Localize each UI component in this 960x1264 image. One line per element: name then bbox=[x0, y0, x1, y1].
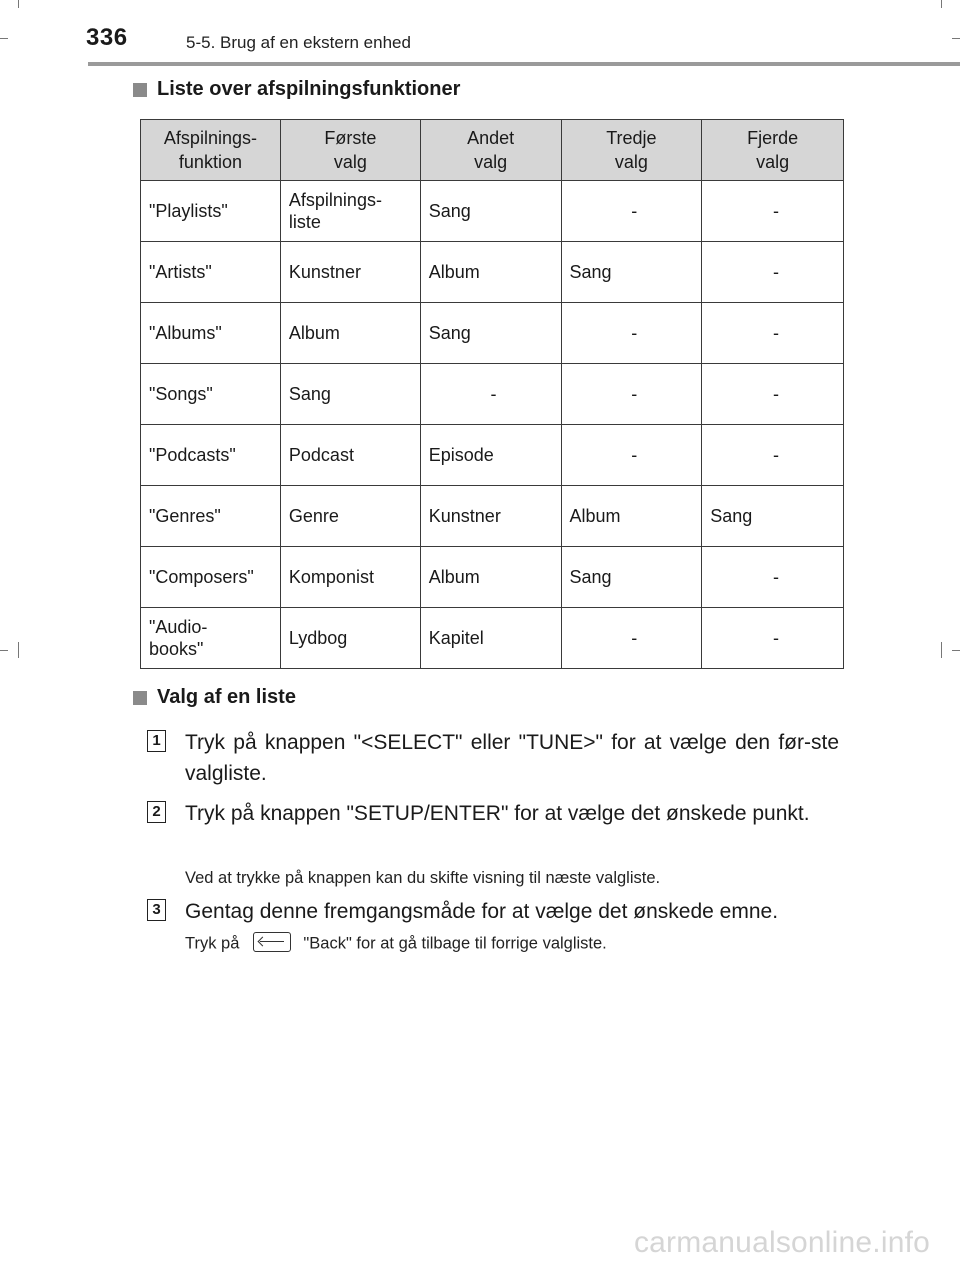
header-rule bbox=[88, 62, 960, 66]
crop-mark bbox=[18, 0, 19, 8]
section-heading-select-list bbox=[133, 686, 296, 709]
table-cell: Sang bbox=[702, 486, 844, 547]
table-cell: Sang bbox=[420, 303, 561, 364]
table-cell: - bbox=[561, 425, 702, 486]
table-cell: Sang bbox=[280, 364, 420, 425]
step-1 bbox=[147, 727, 839, 789]
page-number: 336 bbox=[86, 24, 128, 51]
table-cell: Album bbox=[420, 242, 561, 303]
table-header-row bbox=[141, 120, 844, 181]
table-cell: Afspilnings- liste bbox=[280, 181, 420, 242]
table-row bbox=[141, 242, 844, 303]
table-cell: "Audio- books" bbox=[141, 608, 281, 669]
table-cell: Sang bbox=[420, 181, 561, 242]
crop-mark bbox=[0, 38, 8, 39]
table-row bbox=[141, 547, 844, 608]
table-cell: - bbox=[702, 303, 844, 364]
table-cell: - bbox=[702, 242, 844, 303]
table-cell: Kapitel bbox=[420, 608, 561, 669]
table-row bbox=[141, 303, 844, 364]
square-bullet-icon bbox=[133, 83, 147, 97]
playback-function-table bbox=[140, 119, 844, 669]
table-cell: "Albums" bbox=[141, 303, 281, 364]
table-cell: - bbox=[561, 364, 702, 425]
table-cell: "Composers" bbox=[141, 547, 281, 608]
watermark: carmanualsonline.info bbox=[633, 1226, 930, 1259]
table-header-cell: Første valg bbox=[280, 120, 420, 181]
table-cell: "Playlists" bbox=[141, 181, 281, 242]
table-cell: - bbox=[561, 181, 702, 242]
table-cell: Album bbox=[420, 547, 561, 608]
step-3-note bbox=[185, 934, 607, 954]
table-cell: - bbox=[702, 364, 844, 425]
table-row bbox=[141, 425, 844, 486]
table-cell: - bbox=[420, 364, 561, 425]
step-number-badge: 1 bbox=[147, 730, 166, 752]
step-number-badge: 3 bbox=[147, 899, 166, 921]
table-cell: - bbox=[702, 425, 844, 486]
table-header-cell: Tredje valg bbox=[561, 120, 702, 181]
table-cell: Kunstner bbox=[420, 486, 561, 547]
step-text: Tryk på knappen "SETUP/ENTER" for at vælge det ønskede punkt. bbox=[185, 802, 810, 825]
table-cell: - bbox=[702, 547, 844, 608]
section-heading-text: Valg af en liste bbox=[157, 686, 296, 708]
crop-mark bbox=[18, 642, 19, 658]
square-bullet-icon bbox=[133, 691, 147, 705]
table-header-cell: Fjerde valg bbox=[702, 120, 844, 181]
step-text: Tryk på knappen "<SELECT" eller "TUNE>" for at vælge den før-ste valgliste. bbox=[185, 731, 839, 785]
note-text-pre: Tryk på bbox=[185, 934, 240, 953]
crop-mark bbox=[941, 0, 942, 8]
table-cell: Sang bbox=[561, 242, 702, 303]
table-row bbox=[141, 608, 844, 669]
table-cell: Genre bbox=[280, 486, 420, 547]
table-cell: Podcast bbox=[280, 425, 420, 486]
table-cell: Sang bbox=[561, 547, 702, 608]
table-header-cell: Afspilnings- funktion bbox=[141, 120, 281, 181]
back-arrow-button-icon bbox=[253, 932, 291, 952]
chapter-title: 5-5. Brug af en ekstern enhed bbox=[186, 33, 411, 52]
step-text: Gentag denne fremgangsmåde for at vælge det ønskede emne. bbox=[185, 900, 779, 923]
step-2 bbox=[147, 798, 839, 829]
table-row bbox=[141, 486, 844, 547]
note-text-post: "Back" for at gå tilbage til forrige valgliste. bbox=[303, 934, 607, 953]
table-row bbox=[141, 364, 844, 425]
table-cell: Kunstner bbox=[280, 242, 420, 303]
step-number-badge: 2 bbox=[147, 801, 166, 823]
table-cell: Episode bbox=[420, 425, 561, 486]
step-3 bbox=[147, 896, 839, 927]
table-cell: "Artists" bbox=[141, 242, 281, 303]
table-cell: Komponist bbox=[280, 547, 420, 608]
table-cell: - bbox=[702, 181, 844, 242]
table-row bbox=[141, 181, 844, 242]
table-cell: Album bbox=[561, 486, 702, 547]
crop-mark bbox=[952, 650, 960, 651]
table-cell: Lydbog bbox=[280, 608, 420, 669]
table-header-cell: Andet valg bbox=[420, 120, 561, 181]
table-cell: - bbox=[702, 608, 844, 669]
table-cell: Album bbox=[280, 303, 420, 364]
table-cell: - bbox=[561, 303, 702, 364]
table-cell: "Genres" bbox=[141, 486, 281, 547]
table-cell: "Podcasts" bbox=[141, 425, 281, 486]
crop-mark bbox=[941, 642, 942, 658]
table-cell: "Songs" bbox=[141, 364, 281, 425]
section-heading-text: Liste over afspilningsfunktioner bbox=[157, 78, 461, 100]
section-heading-function-list bbox=[133, 78, 460, 101]
crop-mark bbox=[952, 38, 960, 39]
crop-mark bbox=[0, 650, 8, 651]
table-cell: - bbox=[561, 608, 702, 669]
step-2-note: Ved at trykke på knappen kan du skifte visning til næste valgliste. bbox=[185, 869, 661, 887]
